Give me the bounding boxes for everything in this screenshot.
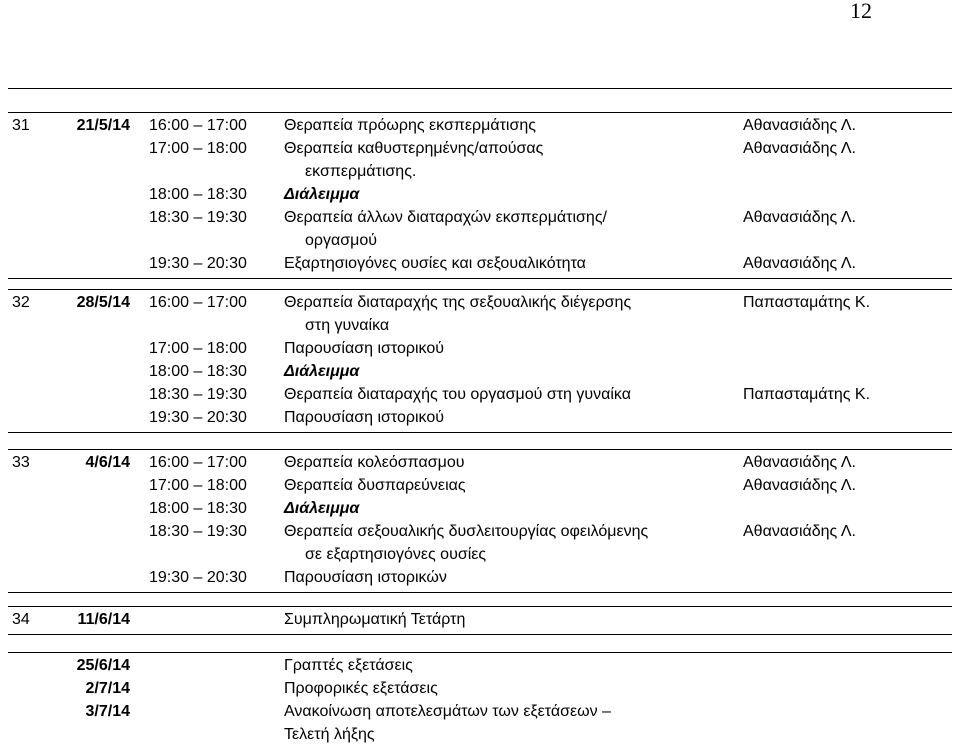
session-topic: Θεραπεία διαταραχής του οργασμού στη γυναίκα <box>284 386 631 403</box>
presenter-name: Παπασταμάτης Κ. <box>743 294 871 311</box>
exam-description: Ανακοίνωση αποτελεσμάτων των εξετάσεων – <box>284 703 611 720</box>
session-time: 16:00 – 17:00 <box>149 454 247 471</box>
schedule-row <box>8 361 952 383</box>
presenter-name: Αθανασιάδης Λ. <box>743 140 856 157</box>
schedule-row <box>8 138 952 160</box>
session-topic: Παρουσίαση ιστορικών <box>284 569 447 586</box>
presenter-name: Αθανασιάδης Λ. <box>743 255 856 272</box>
session-time: 18:30 – 19:30 <box>149 386 247 403</box>
session-time: 19:30 – 20:30 <box>149 569 247 586</box>
exam-date: 3/7/14 <box>85 703 130 720</box>
schedule-row <box>8 407 952 429</box>
schedule-row <box>8 115 952 137</box>
session-topic: σε εξαρτησιογόνες ουσίες <box>305 546 487 563</box>
session-time: 17:00 – 18:00 <box>149 340 247 357</box>
schedule-row <box>8 475 952 497</box>
session-block <box>8 449 952 593</box>
session-topic: Εξαρτησιογόνες ουσίες και σεξουαλικότητα <box>284 255 586 272</box>
exam-row <box>8 701 952 723</box>
presenter-name: Αθανασιάδης Λ. <box>743 454 856 471</box>
exams-block <box>8 652 952 749</box>
schedule-row <box>8 544 952 566</box>
session-block <box>8 606 952 635</box>
exam-description: Γραπτές εξετάσεις <box>284 657 413 674</box>
exam-description: Προφορικές εξετάσεις <box>284 680 438 697</box>
break-label: Διάλειμμα <box>284 363 360 380</box>
schedule-row <box>8 230 952 252</box>
exam-row <box>8 678 952 700</box>
session-date: 11/6/14 <box>77 611 130 628</box>
session-time: 18:00 – 18:30 <box>149 363 247 380</box>
break-label: Διάλειμμα <box>284 500 360 517</box>
break-label: Διάλειμμα <box>284 186 360 203</box>
header-rule <box>8 88 952 89</box>
session-topic: Θεραπεία κολεόσπασμου <box>284 454 465 471</box>
exam-description: Τελετή λήξης <box>284 726 375 743</box>
session-topic: Θεραπεία άλλων διαταραχών εκσπερμάτισης/ <box>284 209 607 226</box>
schedule-row <box>8 498 952 520</box>
schedule-row <box>8 315 952 337</box>
session-time: 18:30 – 19:30 <box>149 209 247 226</box>
schedule-row <box>8 207 952 229</box>
session-number: 31 <box>12 117 30 134</box>
schedule-row <box>8 521 952 543</box>
session-date: 28/5/14 <box>76 294 130 311</box>
exam-row <box>8 655 952 677</box>
session-topic: Θεραπεία καθυστερημένης/απούσας <box>284 140 544 157</box>
session-number: 32 <box>12 294 30 311</box>
session-block <box>8 112 952 279</box>
schedule-row <box>8 253 952 275</box>
session-time: 16:00 – 17:00 <box>149 294 247 311</box>
schedule-row <box>8 161 952 183</box>
session-time: 18:00 – 18:30 <box>149 186 247 203</box>
presenter-name: Αθανασιάδης Λ. <box>743 117 856 134</box>
session-number: 34 <box>12 611 30 628</box>
schedule-row <box>8 338 952 360</box>
exam-date: 25/6/14 <box>76 657 130 674</box>
session-topic: Θεραπεία δυσπαρεύνειας <box>284 477 466 494</box>
session-time: 18:00 – 18:30 <box>149 500 247 517</box>
session-time: 19:30 – 20:30 <box>149 409 247 426</box>
page-number: 12 <box>850 0 872 23</box>
schedule-row <box>8 384 952 406</box>
schedule-row <box>8 292 952 314</box>
session-time: 17:00 – 18:00 <box>149 477 247 494</box>
session-date: 21/5/14 <box>76 117 130 134</box>
session-block <box>8 289 952 433</box>
schedule-row <box>8 609 952 631</box>
session-number: 33 <box>12 454 30 471</box>
schedule-row <box>8 567 952 589</box>
presenter-name: Αθανασιάδης Λ. <box>743 209 856 226</box>
session-date: 4/6/14 <box>85 454 130 471</box>
presenter-name: Αθανασιάδης Λ. <box>743 477 856 494</box>
exam-row <box>8 724 952 746</box>
session-topic: Θεραπεία διαταραχής της σεξουαλικής διέγερσης <box>284 294 632 311</box>
session-topic: Παρουσίαση ιστορικού <box>284 340 444 357</box>
schedule-row <box>8 452 952 474</box>
session-topic: Θεραπεία σεξουαλικής δυσλειτουργίας οφειλόμενης <box>284 523 649 540</box>
session-time: 18:30 – 19:30 <box>149 523 247 540</box>
session-time: 16:00 – 17:00 <box>149 117 247 134</box>
session-time: 19:30 – 20:30 <box>149 255 247 272</box>
session-time: 17:00 – 18:00 <box>149 140 247 157</box>
session-topic: εκσπερμάτισης. <box>305 163 417 180</box>
presenter-name: Αθανασιάδης Λ. <box>743 523 856 540</box>
session-topic: Παρουσίαση ιστορικού <box>284 409 444 426</box>
session-topic: Θεραπεία πρόωρης εκσπερμάτισης <box>284 117 536 134</box>
presenter-name: Παπασταμάτης Κ. <box>743 386 871 403</box>
schedule-row <box>8 184 952 206</box>
session-topic: Συμπληρωματική Τετάρτη <box>284 611 466 628</box>
session-topic: στη γυναίκα <box>305 317 390 334</box>
exam-date: 2/7/14 <box>85 680 130 697</box>
session-topic: οργασμού <box>305 232 377 249</box>
